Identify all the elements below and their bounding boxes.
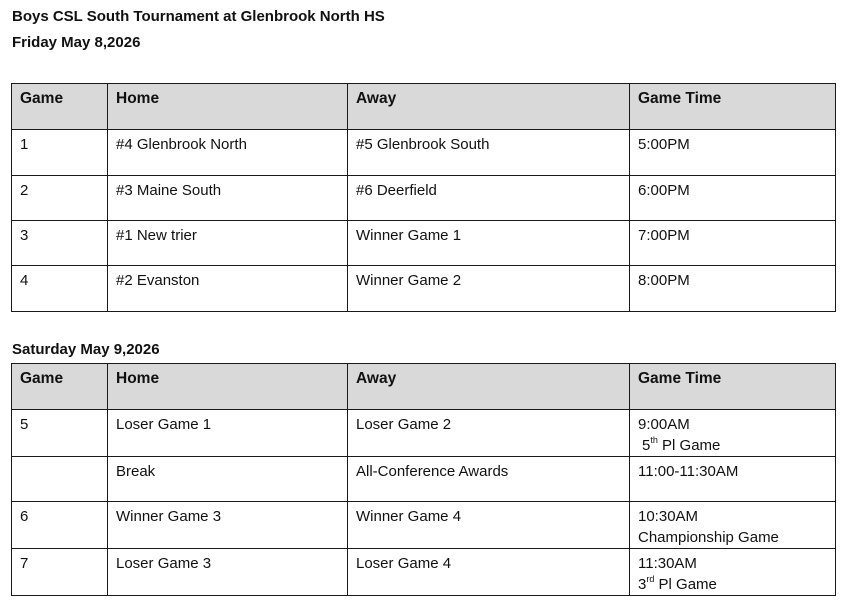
cell-game: 2 (12, 176, 108, 221)
cell-game: 1 (12, 130, 108, 176)
header-home: Home (108, 364, 348, 410)
header-away: Away (348, 364, 630, 410)
cell-game: 7 (12, 549, 108, 596)
table-row (12, 549, 836, 596)
table-row (12, 266, 836, 312)
cell-time (630, 410, 836, 457)
cell-home: #3 Maine South (108, 176, 348, 221)
saturday-schedule-table (11, 363, 836, 596)
cell-away: Winner Game 4 (348, 502, 630, 549)
cell-home: #2 Evanston (108, 266, 348, 312)
fifth-place-note (638, 435, 827, 456)
cell-time: 5:00PM (630, 130, 836, 176)
time-value: 9:00AM (638, 416, 690, 433)
table-row (12, 502, 836, 549)
table-row (12, 176, 836, 221)
note-text: Pl Game (657, 437, 721, 454)
cell-game: 5 (12, 410, 108, 457)
table-row (12, 410, 836, 457)
cell-away: Loser Game 4 (348, 549, 630, 596)
note-number: 5 (642, 437, 651, 454)
cell-home: Loser Game 3 (108, 549, 348, 596)
note-text: Pl Game (654, 576, 717, 593)
cell-away: All-Conference Awards (348, 457, 630, 502)
header-game-time: Game Time (630, 84, 836, 130)
cell-game (12, 457, 108, 502)
cell-time: 7:00PM (630, 221, 836, 266)
cell-away: Loser Game 2 (348, 410, 630, 457)
cell-away: #6 Deerfield (348, 176, 630, 221)
cell-game: 4 (12, 266, 108, 312)
note-number: 3 (638, 576, 647, 593)
header-game-time: Game Time (630, 364, 836, 410)
cell-time: 6:00PM (630, 176, 836, 221)
table-header-row (12, 364, 836, 410)
cell-home: Winner Game 3 (108, 502, 348, 549)
cell-time: 8:00PM (630, 266, 836, 312)
cell-away: Winner Game 1 (348, 221, 630, 266)
table-row (12, 457, 836, 502)
cell-away: #5 Glenbrook South (348, 130, 630, 176)
cell-time (630, 502, 836, 549)
championship-note: Championship Game (638, 529, 779, 546)
header-away: Away (348, 84, 630, 130)
friday-schedule-table (11, 83, 836, 312)
cell-home: #1 New trier (108, 221, 348, 266)
note-ordinal-suffix: th (650, 435, 658, 445)
time-value: 11:30AM (638, 555, 697, 572)
header-home: Home (108, 84, 348, 130)
cell-away: Winner Game 2 (348, 266, 630, 312)
table-row (12, 130, 836, 176)
friday-date-heading: Friday May 8,2026 (12, 34, 141, 51)
header-game: Game (12, 364, 108, 410)
tournament-title: Boys CSL South Tournament at Glenbrook North HS (12, 8, 385, 25)
cell-home: Break (108, 457, 348, 502)
cell-home: Loser Game 1 (108, 410, 348, 457)
time-value: 10:30AM (638, 508, 699, 525)
cell-game: 3 (12, 221, 108, 266)
note-ordinal-suffix: rd (646, 574, 655, 584)
third-place-note (638, 574, 827, 595)
cell-time: 11:00-11:30AM (630, 457, 836, 502)
cell-home: #4 Glenbrook North (108, 130, 348, 176)
cell-game: 6 (12, 502, 108, 549)
cell-time (630, 549, 836, 596)
saturday-date-heading: Saturday May 9,2026 (12, 341, 160, 358)
table-header-row (12, 84, 836, 130)
table-row (12, 221, 836, 266)
header-game: Game (12, 84, 108, 130)
